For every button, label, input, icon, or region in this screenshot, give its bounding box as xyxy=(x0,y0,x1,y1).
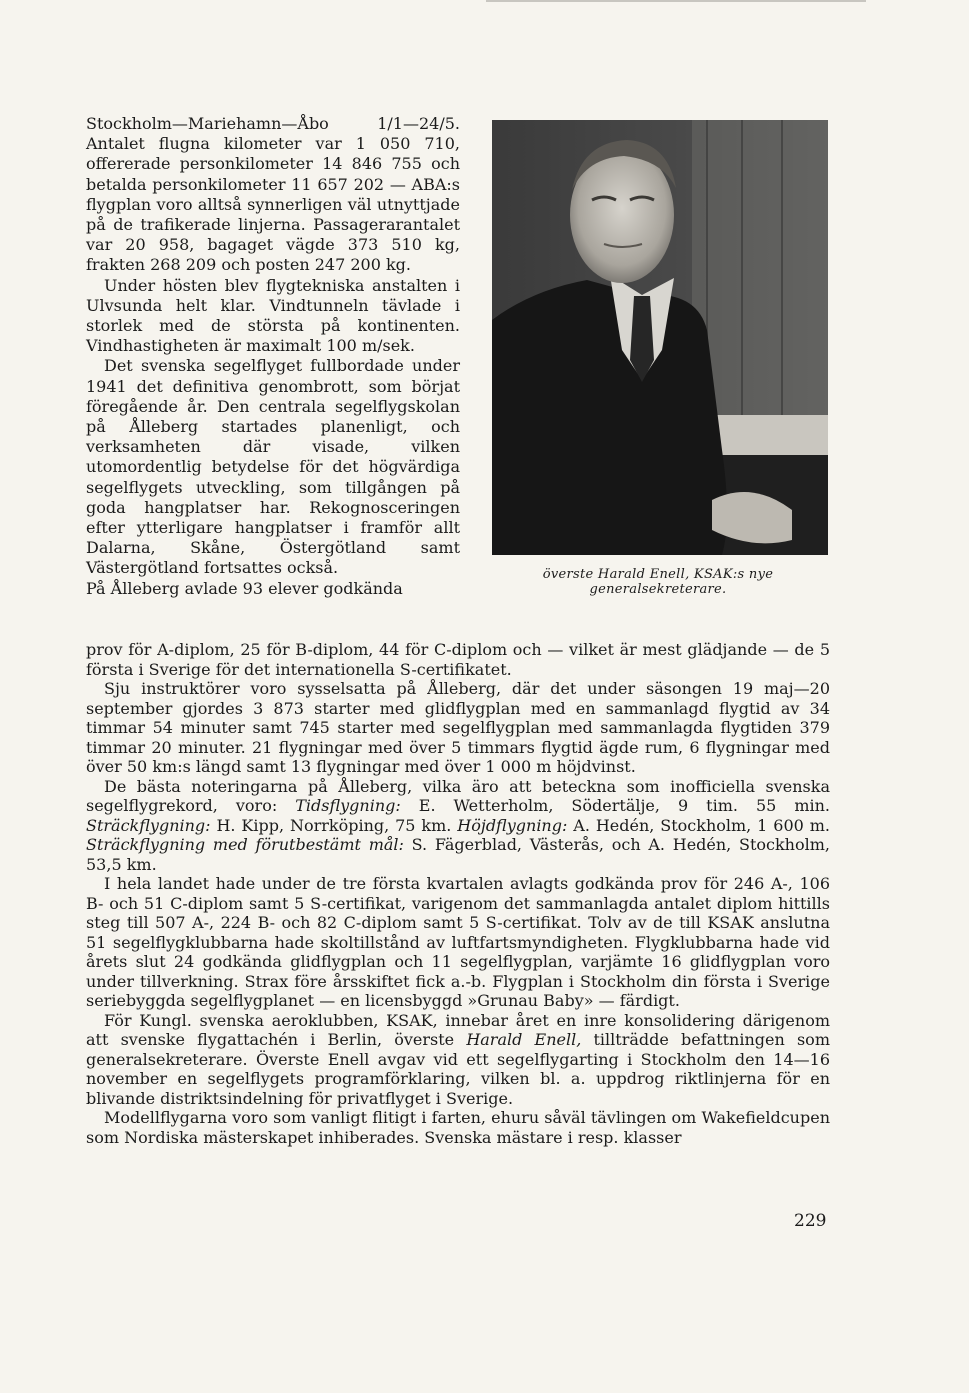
photo-caption: överste Harald Enell, KSAK:s nye generalsekreterare. xyxy=(542,567,774,597)
emphasis: Tidsflygning: xyxy=(295,796,401,815)
text: H. Kipp, Norrköping, 75 km. xyxy=(210,815,458,835)
column-text xyxy=(86,114,460,599)
top-rule xyxy=(486,0,866,2)
paragraph: Under hösten blev flygtekniska anstalten i Ulvsunda helt klar. Vindtunneln tävlade i storlek med de största på kontinenten. Vindhastigheten är maximalt 100 m/sek. xyxy=(86,275,460,356)
paragraph: Sju instruktörer voro sysselsatta på Ålleberg, där det under säsongen 19 maj—20 september gjordes 3 873 starter med glidflygplan med en sammanlagd flygtid av 34 timmar 54 minuter samt 745 starter med segelflygplan med sammanlagda flygtiden 379 timmar 20 minuter. 21 flygningar med över 5 timmars flygtid ägde rum, 6 flygningar med över 50 km:s längd samt 13 flygningar med över 1 000 m höjdvinst. xyxy=(86,679,830,776)
paragraph xyxy=(86,1011,830,1109)
text: För Kungl. svenska aeroklubben, KSAK, innebar året en inre konsolidering därigenom att svenske flygattachén i Berlin, överste xyxy=(86,1010,830,1049)
text: S. Fägerblad, Västerås, och A. Hedén, Stockholm, 53,5 km. xyxy=(86,835,830,874)
portrait-image xyxy=(492,120,828,555)
text: E. Wetterholm, Södertälje, 9 tim. 55 min. xyxy=(400,796,830,815)
page-number: 229 xyxy=(794,1211,827,1231)
body-text xyxy=(86,640,830,1147)
text: De bästa noteringarna på Ålleberg, vilka äro att beteckna som inofficiella svenska segelflygrekord, voro: xyxy=(86,776,830,815)
paragraph xyxy=(86,777,830,875)
paragraph: Det svenska segelflyget fullbordade under 1941 det definitiva genombrott, som börjat föregående år. Den centrala segelflygskolan på Ålleberg startades planenligt, och verksamheten där visade, vilken utomordentlig betydelse för det högvärdiga segelflygets utveckling, som tillgången på goda hangplatser har. Rekognosceringen efter ytterligare hangplatser i framför allt Dalarna, Skåne, Östergötland samt Västergötland fortsattes också. xyxy=(86,356,460,578)
paragraph-continuation: prov för A-diplom, 25 för B-diplom, 44 för C-diplom och — vilket är mest glädjande — de 5 första i Sverige för det internationella S-certifikatet. xyxy=(86,640,830,679)
text: A. Hedén, Stockholm, 1 600 m. xyxy=(567,815,830,835)
paragraph: Modellflygarna voro som vanligt flitigt i farten, ehuru såväl tävlingen om Wakefieldcupen som Nordiska mästerskapet inhiberades. Svenska mästare i resp. klasser xyxy=(86,1108,830,1147)
portrait-photo xyxy=(492,120,828,555)
paragraph-start: På Ålleberg avlade 93 elever godkända xyxy=(86,578,403,598)
emphasis: Sträckflygning med förutbestämt mål: xyxy=(86,835,404,854)
emphasis: Harald Enell, xyxy=(466,1030,582,1049)
paragraph: I hela landet hade under de tre första kvartalen avlagts godkända prov för 246 A-, 106 B- och 51 C-diplom samt 5 S-certifikat, varigenom det sammanlagda antalet diplom hittills steg till 507 A-, 224 B- och 82 C-diplom samt 5 S-certifikat. Tolv av de till KSAK anslutna 51 segelflygklubbarna hade skoltillstånd av luftfartsmyndigheten. Flygklubbarna hade vid årets slut 24 godkända glidflygplan och 11 segelflygplan, varjämte 16 glidflygplan voro under tillverkning. Strax före årsskiftet fick a.-b. Flygplan i Stockholm din första i Sverige seriebyggda segelflygplanet — en licensbyggd »Grunau Baby» — färdigt. xyxy=(86,874,830,1010)
paragraph: Stockholm—Mariehamn—Åbo 1/1—24/5. Antalet flugna kilometer var 1 050 710, offererade personkilometer 14 846 755 och betalda personkilometer 11 657 202 — ABA:s flygplan voro alltså synnerligen väl utnyttjade på de trafikerade linjerna. Passagerarantalet var 20 958, bagaget vägde 373 510 kg, frakten 268 209 och posten 247 200 kg. xyxy=(86,114,460,275)
emphasis: Höjdflygning: xyxy=(457,815,568,835)
text: tillträdde befattningen som generalsekreterare. Överste Enell avgav vid ett segelflygarting i Stockholm den 14—16 november en segelflygets programförklaring, vilken bl. a. uppdrog riktlinjerna för en blivande distriktsindelning för privatflyget i Sverige. xyxy=(86,1030,830,1108)
emphasis: Sträckflygning: xyxy=(86,815,211,835)
